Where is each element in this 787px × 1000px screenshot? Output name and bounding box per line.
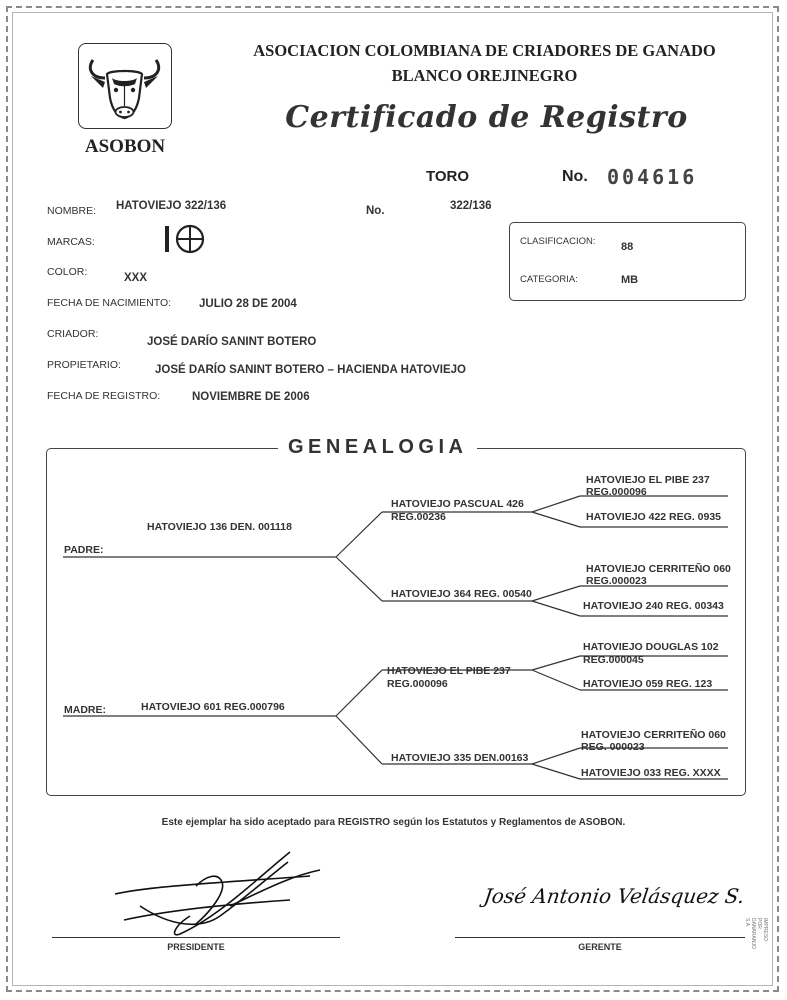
organization-name: ASOCIACION COLOMBIANA DE CRIADORES DE GANADO — [253, 41, 716, 60]
certificate-number: 004616 — [607, 165, 698, 189]
color-value: XXX — [124, 272, 148, 284]
color-label: COLOR: — [47, 266, 88, 278]
categoria-value: MB — [621, 274, 639, 286]
birthdate-value: JULIO 28 DE 2004 — [199, 298, 297, 310]
criador-value: JOSÉ DARÍO SANINT BOTERO — [147, 336, 317, 348]
dam-sire-name: HATOVIEJO EL PIBE 237 — [387, 665, 511, 677]
great-grandparent-1-reg: REG.000096 — [586, 486, 647, 498]
great-grandparent-7-name: HATOVIEJO CERRITEÑO 060 — [581, 729, 726, 741]
organization-subtitle: BLANCO OREJINEGRO — [391, 66, 578, 85]
sire-sire-reg: REG.00236 — [391, 511, 446, 523]
great-grandparent-8: HATOVIEJO 033 REG. XXXX — [581, 767, 721, 779]
gerente-line — [455, 937, 745, 938]
great-grandparent-6: HATOVIEJO 059 REG. 123 — [583, 678, 713, 690]
great-grandparent-7-reg: REG. 000023 — [581, 741, 645, 753]
madre-value: HATOVIEJO 601 REG.000796 — [141, 701, 285, 713]
printer-note: IMPRESO POR DANARANJO S.A. — [744, 918, 768, 949]
great-grandparent-3-reg: REG.000023 — [586, 575, 647, 587]
madre-label: MADRE: — [64, 704, 106, 716]
nombre-value: HATOVIEJO 322/136 — [116, 200, 227, 212]
padre-label: PADRE: — [64, 544, 104, 556]
criador-label: CRIADOR: — [47, 328, 99, 340]
padre-value: HATOVIEJO 136 DEN. 001118 — [147, 521, 292, 533]
gerente-label: GERENTE — [578, 942, 622, 952]
great-grandparent-1-name: HATOVIEJO EL PIBE 237 — [586, 474, 710, 486]
sire-sire-name: HATOVIEJO PASCUAL 426 — [391, 498, 524, 510]
genealogy-title: GENEALOGIA — [278, 436, 477, 459]
great-grandparent-4: HATOVIEJO 240 REG. 00343 — [583, 600, 724, 612]
registry-no-value: 322/136 — [450, 200, 492, 212]
registration-date-label: FECHA DE REGISTRO: — [47, 390, 161, 402]
registry-no-label: No. — [366, 205, 385, 217]
registration-date-value: NOVIEMBRE DE 2006 — [192, 391, 310, 403]
presidente-signature — [110, 846, 340, 942]
clasificacion-label: CLASIFICACION: — [520, 236, 596, 247]
great-grandparent-2: HATOVIEJO 422 REG. 0935 — [586, 511, 722, 523]
logo-text: ASOBON — [84, 136, 166, 157]
great-grandparent-5-reg: REG.000045 — [583, 654, 644, 666]
propietario-label: PROPIETARIO: — [47, 359, 121, 371]
clasificacion-value: 88 — [621, 241, 634, 253]
great-grandparent-5-name: HATOVIEJO DOUGLAS 102 — [583, 641, 719, 653]
propietario-value: JOSÉ DARÍO SANINT BOTERO – HACIENDA HATOVIEJO — [155, 364, 466, 376]
certificate-title: Certificado de Registro — [285, 100, 688, 135]
acceptance-statement: Este ejemplar ha sido aceptado para REGISTRO según los Estatutos y Reglamentos de ASOBON. — [161, 817, 626, 828]
dam-sire-reg: REG.000096 — [387, 678, 448, 690]
presidente-label: PRESIDENTE — [167, 942, 225, 952]
birthdate-label: FECHA DE NACIMIENTO: — [47, 297, 172, 309]
great-grandparent-3-name: HATOVIEJO CERRITEÑO 060 — [586, 563, 731, 575]
categoria-label: CATEGORIA: — [520, 274, 578, 285]
marcas-label: MARCAS: — [47, 236, 95, 248]
presidente-line — [52, 937, 340, 938]
dam-dam-name: HATOVIEJO 335 DEN.00163 — [391, 752, 529, 764]
gerente-signature: José Antonio Velásquez S. — [482, 884, 747, 908]
nombre-label: NOMBRE: — [47, 205, 97, 217]
animal-type: TORO — [426, 168, 470, 185]
sire-dam-name: HATOVIEJO 364 REG. 00540 — [391, 588, 532, 600]
certificate-number-label: No. — [562, 168, 588, 185]
